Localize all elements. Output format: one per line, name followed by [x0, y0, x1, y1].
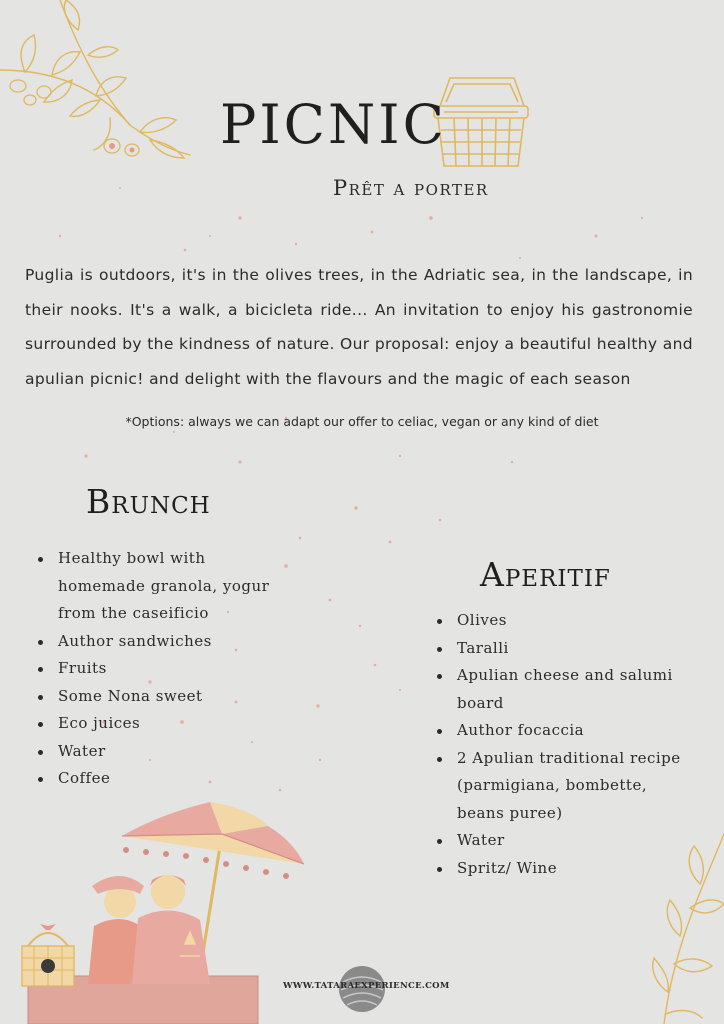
list-item: Some Nona sweet — [38, 683, 288, 711]
list-item: Author focaccia — [437, 717, 687, 745]
list-item: 2 Apulian traditional recipe (parmigiana, bombette, beans puree) — [437, 745, 687, 828]
aperitif-heading: Aperitif — [480, 555, 611, 594]
page-subtitle: Prêt a porter — [333, 176, 489, 200]
intro-paragraph: Puglia is outdoors, it's in the olives trees, in the Adriatic sea, in the landscape, in their nooks. It's a walk, a bicicleta ride... An invitation to enjoy his gastronomie surrounded by the kindness of nature. Our proposal: enjoy a beautiful healthy and apulian picnic! and delight with the flavours and the magic of each season — [25, 266, 693, 388]
website-link[interactable]: WWW.TATARAEXPERIENCE.COM — [283, 981, 450, 991]
list-item: Taralli — [437, 635, 687, 663]
page-title: PICNIC — [220, 93, 447, 156]
list-item: Olives — [437, 607, 687, 635]
list-item: Coffee — [38, 765, 288, 793]
brunch-heading: Brunch — [86, 482, 211, 521]
aperitif-list — [437, 607, 687, 882]
olive-branch-icon — [0, 0, 200, 170]
list-item: Eco juices — [38, 710, 288, 738]
list-item: Water — [38, 738, 288, 766]
list-item: Apulian cheese and salumi board — [437, 662, 687, 717]
couple-umbrella-illustration — [10, 794, 310, 1024]
list-item: Healthy bowl with homemade granola, yogur from the caseificio — [38, 545, 288, 628]
diet-options-note: *Options: always we can adapt our offer to celiac, vegan or any kind of diet — [125, 414, 599, 429]
list-item: Water — [437, 827, 687, 855]
list-item: Spritz/ Wine — [437, 855, 687, 883]
brunch-list — [38, 545, 288, 793]
list-item: Fruits — [38, 655, 288, 683]
list-item: Author sandwiches — [38, 628, 288, 656]
